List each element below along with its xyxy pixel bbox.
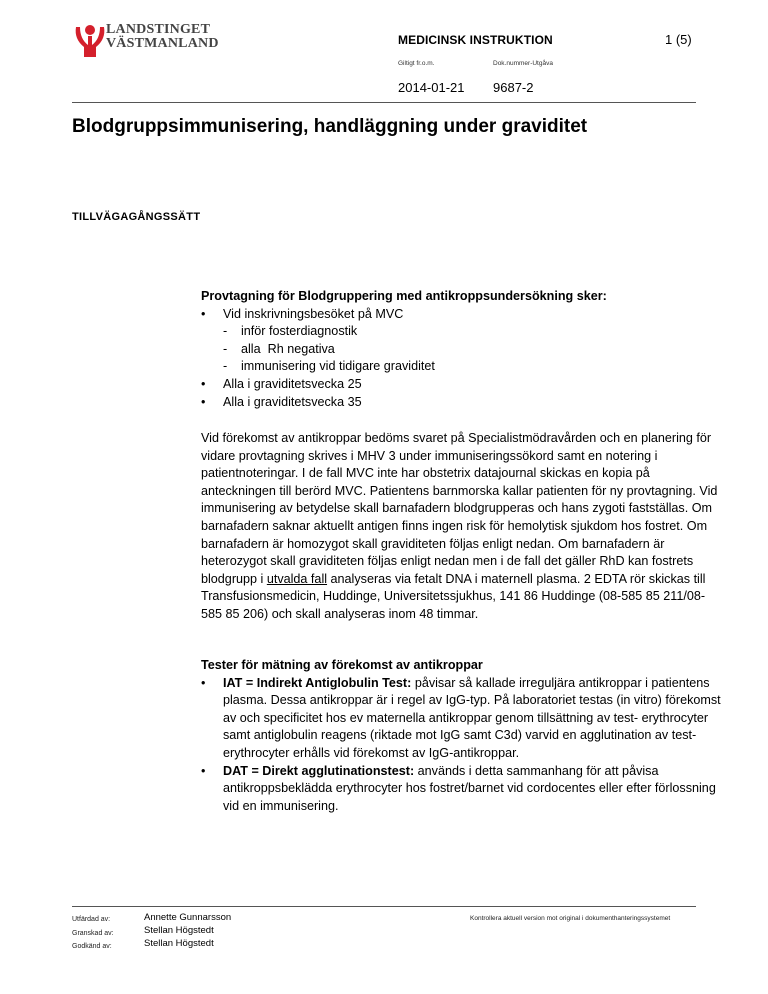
document-type: MEDICINSK INSTRUKTION: [398, 33, 553, 47]
antibody-paragraph: [201, 430, 721, 624]
sampling-section: [201, 288, 721, 411]
bullet-icon: •: [201, 394, 206, 409]
sampling-heading: Provtagning för Blodgruppering med antikroppsundersökning sker:: [201, 289, 607, 303]
list-item: [201, 376, 721, 394]
logo-emblem-icon: [72, 21, 108, 61]
reviewed-by-name: Stellan Högstedt: [144, 925, 214, 936]
header-divider: [72, 102, 696, 103]
list-item-text: Alla i graviditetsvecka 35: [223, 394, 362, 409]
section-heading: TILLVÄGAGÅNGSSÄTT: [72, 211, 201, 223]
list-item-text: Vid inskrivningsbesöket på MVC: [223, 306, 404, 321]
sub-item-text: immunisering vid tidigare graviditet: [241, 359, 435, 374]
sub-item-text: alla Rh negativa: [241, 341, 335, 356]
approved-by-name: Stellan Högstedt: [144, 938, 214, 949]
approved-by-label: Godkänd av:: [72, 943, 112, 950]
doc-number-label: Dok.nummer-Utgåva: [493, 60, 553, 67]
logo-line-1: LANDSTINGET: [106, 22, 211, 37]
list-item-text: Alla i graviditetsvecka 25: [223, 376, 362, 391]
footer-divider: [72, 906, 696, 907]
sub-list-item: [201, 358, 721, 376]
paragraph: [201, 430, 721, 624]
list-item: [201, 763, 721, 816]
tests-heading: Tester för mätning av förekomst av antikroppar: [201, 658, 483, 672]
list-item: [201, 394, 721, 412]
sub-item-text: inför fosterdiagnostik: [241, 324, 358, 339]
list-item: [201, 306, 721, 324]
bullet-icon: •: [201, 675, 206, 690]
iat-description: påvisar så kallade irreguljära antikroppar i patientens plasma. Dessa antikroppar är i regel av IgG-typ. På laboratoriet testas (in vitro) förekomst av och specificitet hos ev maternella antikroppar genom tillsättning av test- erythrocyter samt antiglobulin reagens (riktade mot IgG samt C3d) varvid en agglutination av test-erythrocyter erhålls vid förekomst av IgG-antikroppar.: [223, 675, 721, 760]
paragraph-text-before: Vid förekomst av antikroppar bedöms svaret på Specialistmödravården och en planering för vidare provtagning skrives i MHV 3 under immuniseringssökord samt en notering i patientnoteringar. I de fall MVC inte har obstetrix datajournal skickas en kopia på anteckningen till berörd MVC. Patientens barnmorska kallar patienten för ny provtagning. Vid immunisering av betydelse skall barnafadern blodgrupperas och hans zygoti fastställas. Om barnafadern saknar aktuellt antigen finns ingen risk för hemolytisk sjukdom hos fostret. Om barnafadern är homozygot skall graviditeten följas enligt nedan. Om barnafadern är heterozygot skall graviditeten följas enligt nedan men i de fall det gäller RhD kan fostrets blodgrupp i: [201, 431, 718, 586]
underlined-text: utvalda fall: [266, 571, 328, 586]
dash-icon: -: [223, 324, 228, 339]
issued-by-label: Utfärdad av:: [72, 916, 111, 923]
logo-line-2: VÄSTMANLAND: [106, 36, 219, 51]
bullet-icon: •: [201, 376, 206, 391]
bullet-icon: •: [201, 763, 206, 778]
iat-term: IAT = Indirekt Antiglobulin Test:: [223, 675, 412, 690]
dash-icon: -: [223, 359, 228, 374]
version-note: Kontrollera aktuell version mot original i dokumenthanteringssystemet: [470, 915, 671, 922]
bullet-icon: •: [201, 306, 206, 321]
page-number: 1 (5): [665, 32, 692, 47]
paragraph-text-after: analyseras via fetalt DNA i maternell plasma. 2 EDTA rör skickas till Transfusionsmedicin, Huddinge, Universitetssjukhus, 141 86 Huddinge (08-585 85 211/08-585 85 206) och skall analyseras inom 48 timmar.: [201, 571, 706, 621]
dat-description: används i detta sammanhang för att påvisa antikroppsbeklädda erythrocyter hos fostret/barnet vid cordocentes eller efter förlossning vid en immunisering.: [223, 763, 716, 813]
tests-section: [201, 657, 721, 815]
reviewed-by-label: Granskad av:: [72, 930, 114, 937]
sub-list-item: [201, 341, 721, 359]
dash-icon: -: [223, 341, 228, 356]
valid-from-label: Giltigt fr.o.m.: [398, 60, 435, 67]
dat-term: DAT = Direkt agglutinationstest:: [223, 763, 415, 778]
logo-text: [106, 23, 219, 51]
doc-number: 9687-2: [493, 80, 534, 95]
document-title: Blodgruppsimmunisering, handläggning under graviditet: [72, 116, 588, 137]
valid-from-date: 2014-01-21: [398, 80, 465, 95]
issued-by-name: Annette Gunnarsson: [144, 912, 232, 923]
sub-list-item: [201, 323, 721, 341]
list-item: [201, 675, 721, 763]
